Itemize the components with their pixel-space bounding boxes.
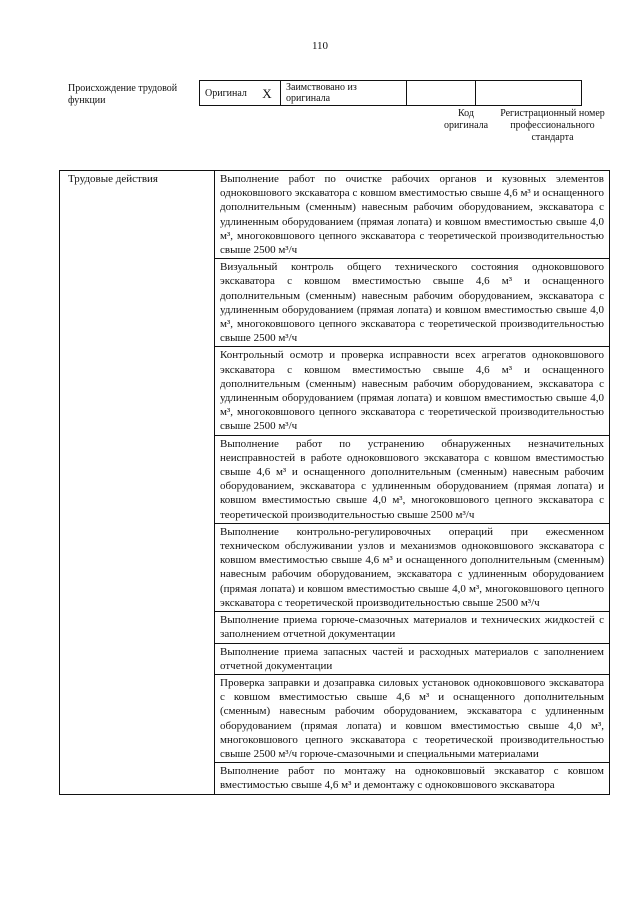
action-item: Контрольный осмотр и проверка исправности всех агрегатов одноковшового экскаватора с ковшом вместимостью свыше 4,6 м³ и оснащенного дополнительным (сменным) навесным рабочим оборудованием, экскаватора с удлиненным оборудованием (прямая лопата) и ковшом вместимостью свыше 4,0 м³, многоковшового цепного экскаватора с теоретической производительностью свыше 2500 м³/ч bbox=[215, 347, 609, 435]
origin-label: Происхождение трудовой функции bbox=[68, 83, 178, 106]
original-label: Оригинал bbox=[200, 81, 255, 106]
action-item: Выполнение работ по устранению обнаруженных незначительных неисправностей в работе одноковшового экскаватора с ковшом вместимостью свыше 4,6 м³ и оснащенного дополнительным (сменным) навесным рабочим оборудованием, экскаватора с удлиненным оборудованием (прямая лопата) и ковшом вместимостью свыше 4,0 м³, многоковшового цепного экскаватора с теоретической производительностью свыше 2500 м³/ч bbox=[215, 436, 609, 524]
labor-actions-table bbox=[59, 170, 610, 795]
original-mark: X bbox=[254, 81, 281, 106]
page-number: 110 bbox=[311, 40, 329, 52]
reg-number-caption: Регистрационный номер профессионального стандарта bbox=[500, 108, 605, 143]
action-item: Выполнение работ по очистке рабочих органов и кузовных элементов одноковшового экскаватора с ковшом вместимостью свыше 4,6 м³ и оснащенного дополнительным (сменным) навесным рабочим оборудованием, экскаватора с удлиненным оборудованием (прямая лопата) и ковшом вместимостью свыше 4,0 м³, многоковшового цепного экскаватора с теоретической производительностью свыше 2500 м³/ч bbox=[215, 171, 609, 259]
action-item: Проверка заправки и дозаправка силовых установок одноковшового экскаватора с ковшом вместимостью свыше 4,6 м³ и оснащенного дополнительным (сменным) навесным рабочим оборудованием, экскаватора с удлиненным оборудованием (прямая лопата) и ковшом вместимостью свыше 4,0 м³, многоковшового цепного экскаватора с теоретической производительностью свыше 2500 м³/ч горюче-смазочными и специальными материалами bbox=[215, 675, 609, 763]
code-caption: Код оригинала bbox=[443, 108, 489, 131]
row-label: Трудовые действия bbox=[60, 171, 215, 795]
code-cell bbox=[407, 81, 476, 106]
origin-table bbox=[199, 80, 582, 106]
action-item: Выполнение приема горюче-смазочных материалов и технических жидкостей с заполнением отчетной документации bbox=[215, 612, 609, 643]
actions-cell bbox=[215, 171, 610, 795]
reg-number-cell bbox=[476, 81, 582, 106]
action-item: Выполнение контрольно-регулировочных операций при ежесменном техническом обслуживании узлов и механизмов одноковшового экскаватора с ковшом вместимостью свыше 4,6 м³ и оснащенного дополнительным (сменным) навесным рабочим оборудованием, экскаватора с удлиненным оборудованием (прямая лопата) и ковшом вместимостью свыше 4,0 м³, многоковшового цепного экскаватора с теоретической производительностью свыше 2500 м³/ч bbox=[215, 524, 609, 612]
action-item: Выполнение работ по монтажу на одноковшовый экскаватор с ковшом вместимостью свыше 4,6 м³ и демонтажу с одноковшового экскаватора bbox=[220, 765, 604, 792]
action-item: Выполнение приема запасных частей и расходных материалов с заполнением отчетной документации bbox=[215, 644, 609, 675]
borrowed-label: Заимствовано из оригинала bbox=[281, 81, 407, 106]
action-item: Визуальный контроль общего технического состояния одноковшового экскаватора с ковшом вместимостью свыше 4,6 м³ и оснащенного дополнительным (сменным) навесным рабочим оборудованием, экскаватора с удлиненным оборудованием (прямая лопата) и ковшом вместимостью свыше 4,0 м³, многоковшового цепного экскаватора с теоретической производительностью свыше 2500 м³/ч bbox=[215, 259, 609, 347]
